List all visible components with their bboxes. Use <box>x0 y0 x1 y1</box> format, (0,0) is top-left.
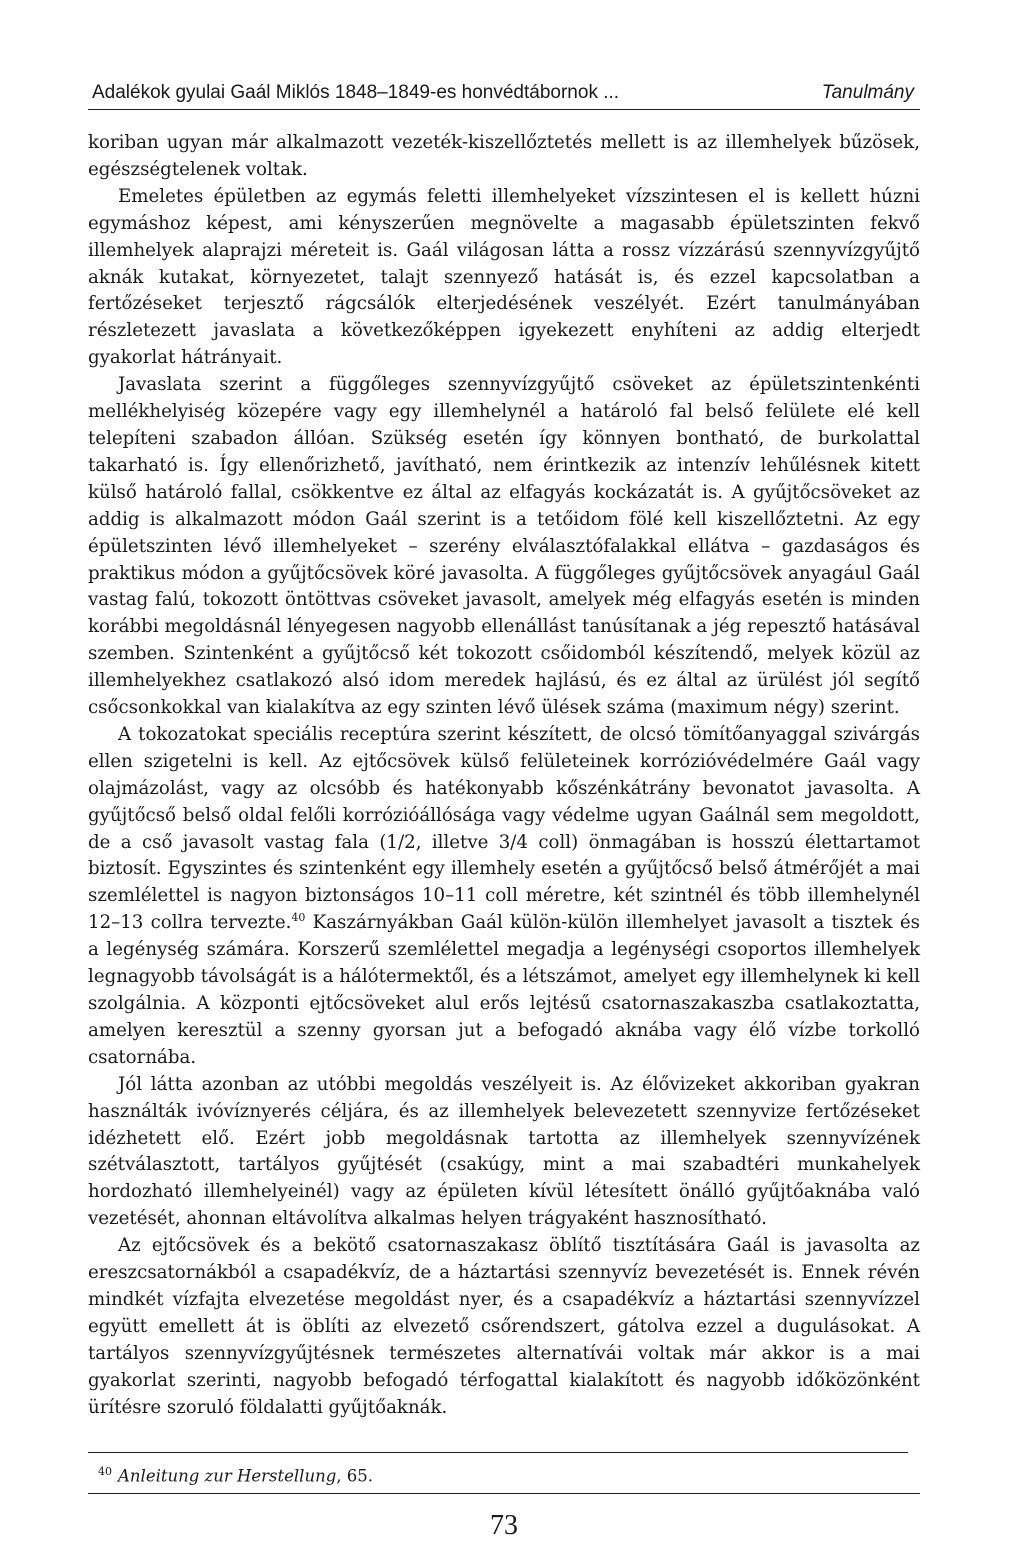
body-text <box>88 130 920 1422</box>
footer-divider <box>88 1493 920 1494</box>
footnote-source: Anleitung zur Herstellung <box>118 1466 337 1485</box>
paragraph: Javaslata szerint a függőleges szennyvízgyűjtő csöveket az épületszintenkénti mellékhelyiség közepére vagy egy illemhelynél a határoló fal belső felülete elé kell telepíteni szabadon állóan. Szükség esetén így könnyen bontható, de burkolattal takarható is. Így ellenőrizhető, javítható, nem érintkezik az intenzív lehűlésnek kitett külső határoló fallal, csökkentve ez által az elfagyás kockázatát is. A gyűjtőcsöveket az addig is alkalmazott módon Gaál szerint is a tetőidom fölé kell kiszellőztetni. Az egy épületszinten lévő illemhelyeket – szerény elválasztófalakkal ellátva – gazdaságos és praktikus módon a gyűjtőcsövek köré javasolta. A függőleges gyűjtőcsövek anyagául Gaál vastag falú, tokozott öntöttvas csöveket javasolt, amelyek még elfagyás esetén is minden korábbi megoldásnál lényegesen nagyobb ellenállást tanúsítanak a jég repesztő hatásával szemben. Szintenként a gyűjtőcső két tokozott csőidomból készítendő, melyek közül az illemhelyekhez csatlakozó alsó idom meredek hajlású, és ez által az ürülést jól segítő csőcsonkokkal van kialakítva az egy szinten lévő ülések száma (maximum négy) szerint. <box>88 374 920 719</box>
paragraph: koriban ugyan már alkalmazott vezeték-kiszellőztetés mellett is az illemhelyek bűzösek, egészségtelenek voltak. <box>88 132 920 180</box>
running-header <box>88 82 920 110</box>
document-page <box>88 82 920 1542</box>
footnote-marker: 40 <box>98 1464 112 1478</box>
footnote-divider <box>88 1452 908 1453</box>
footnote-reference: 40 <box>291 911 306 925</box>
footnote-page: , 65. <box>336 1466 374 1485</box>
paragraph <box>88 722 920 1072</box>
footnote <box>88 1465 920 1486</box>
paragraph-text: A tokozatokat speciális receptúra szerint készített, de olcsó tömítőanyaggal szivárgás ellen szigetelni is kell. Az ejtőcsövek külső felületeinek korrózióvédelmére Gaál vagy olajmázolást, vagy az olcsóbb és hatékonyabb kőszénkátrány bevonatot javasolta. A gyűjtőcső belső oldal felőli korrózióállósága vagy védelme ugyan Gaálnál sem megoldott, de a cső javasolt vastag fala (1/2, illetve 3/4 coll) önmagában is hosszú élettartamot biztosít. Egyszintes és szintenként egy illemhely esetén a gyűjtőcső belső átmérőjét a mai szemlélettel is nagyon biztonságos 10–11 coll méretre, két szintnél és több illemhelynél 12–13 collra tervezte. <box>88 723 920 934</box>
paragraph-text: Kaszárnyákban Gaál külön-külön illemhelyet javasolt a tisztek és a legénység számára. Korszerű szemlélettel megadja a legénységi csoportos illemhelyek legnagyobb távolságát is a hálótermektől, és a létszámot, amelyet egy illemhelynek ki kell szolgálnia. A központi ejtőcsöveket alul erős lejtésű csatornaszakaszba csatlakoztatta, amelyen keresztül a szenny gyorsan jut a befogadó aknába vagy élő vízbe torkolló csatornába. <box>88 912 920 1068</box>
header-section: Tanulmány <box>821 82 914 103</box>
paragraph: Emeletes épületben az egymás feletti illemhelyeket vízszintesen el is kellett húzni egymáshoz képest, ami kényszerűen megnövelte a magasabb épületszinten fekvő illemhelyek alaprajzi méreteit is. Gaál világosan látta a rossz vízzárású szennyvízgyűjtő aknák kutakat, környezetet, talajt szennyező hatását is, és ezzel kapcsolatban a fertőzéseket terjesztő rágcsálók elterjedésének veszélyét. Ezért tanulmányában részletezett javaslata a következőképpen igyekezett enyhíteni az addig elterjedt gyakorlat hátrányait. <box>88 185 920 369</box>
page-number: 73 <box>490 1510 518 1541</box>
header-title: Adalékok gyulai Gaál Miklós 1848–1849-es honvédtábornok ... <box>92 82 620 103</box>
paragraph: Az ejtőcsövek és a bekötő csatornaszakasz öblítő tisztítására Gaál is javasolta az ereszcsatornákból a csapadékvíz, de a háztartási szennyvíz bevezetését is. Ennek révén mindkét vízfajta elvezetése megoldást nyer, és a csapadékvíz a háztartási szennyvízzel együtt emellett át is öblíti az elvezető csőrendszert, gátolva ezzel a dugulásokat. A tartályos szennyvízgyűjtésnek természetes alternatívái voltak már akkor is a mai gyakorlat szerinti, nagyobb befogadó térfogattal kialakított és nagyobb időközönként ürítésre szoruló földalatti gyűjtőaknák. <box>88 1235 920 1418</box>
paragraph: Jól látta azonban az utóbbi megoldás veszélyeit is. Az élővizeket akkoriban gyakran használták ivóvíznyerés céljára, és az illemhelyek belevezetett szennyvize fertőzéseket idézhetett elő. Ezért jobb megoldásnak tartotta az illemhelyek szennyvízének szétválasztott, tartályos gyűjtését (csakúgy, mint a mai szabadtéri munkahelyek hordozható illemhelyeinél) vagy az épületen kívül létesített önálló gyűjtőaknába való vezetését, ahonnan eltávolítva alkalmas helyen trágyaként hasznosítható. <box>88 1073 920 1230</box>
